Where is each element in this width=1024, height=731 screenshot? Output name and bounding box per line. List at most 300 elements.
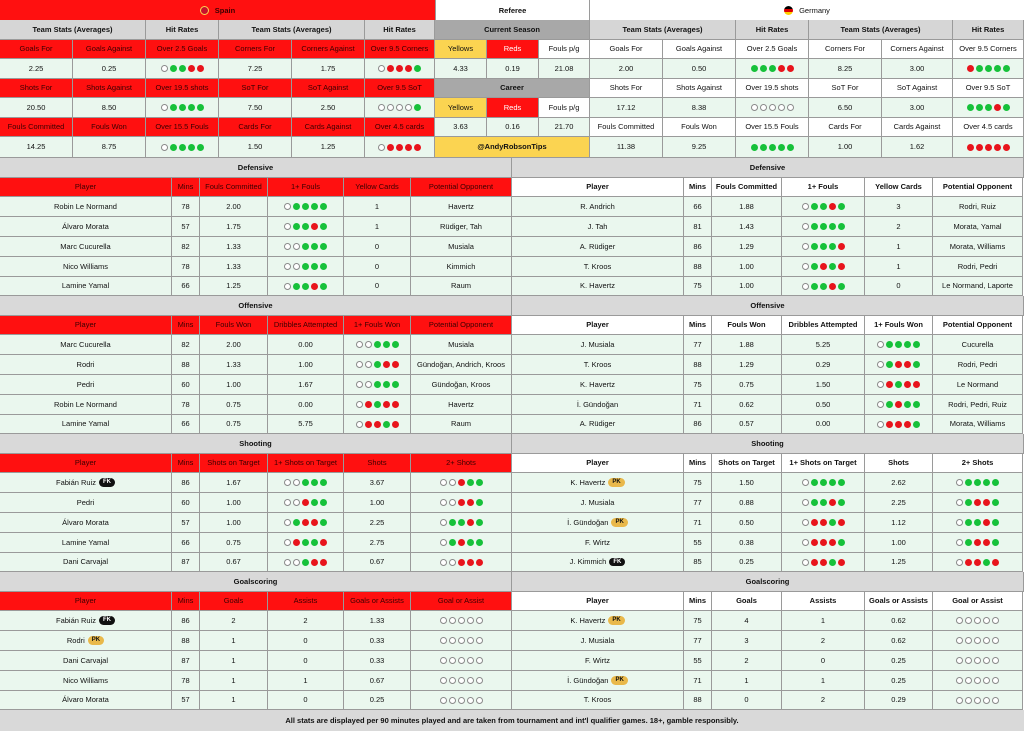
miss-dot-icon xyxy=(974,539,981,546)
empty-dot-icon xyxy=(284,559,291,566)
stat-cell: 1 xyxy=(200,631,268,651)
team-stats-header: Team Stats (Averages) xyxy=(590,20,736,40)
miss-dot-icon xyxy=(467,499,474,506)
stat-cell: 0 xyxy=(344,237,411,257)
hit-dot-icon xyxy=(811,223,818,230)
empty-dot-icon xyxy=(877,401,884,408)
pk-badge: PK xyxy=(611,676,627,684)
stat-cell: 1.75 xyxy=(200,217,268,237)
germany-goalscoring-table xyxy=(512,592,1024,710)
referee-value: 4.33 xyxy=(435,59,487,79)
empty-dot-icon xyxy=(293,559,300,566)
stat-value: 1.62 xyxy=(882,137,953,158)
miss-dot-icon xyxy=(886,381,893,388)
career-header: Career xyxy=(435,79,590,98)
stat-cell: 0.00 xyxy=(782,415,865,434)
referee-label-row xyxy=(435,40,590,59)
minutes-cell: 77 xyxy=(684,493,712,513)
stat-cell: 1 xyxy=(200,671,268,691)
stat-cell: 0 xyxy=(268,631,344,651)
stat-cell: 1 xyxy=(344,197,411,217)
minutes-cell: 66 xyxy=(172,533,200,553)
stat-cell: 1.00 xyxy=(712,257,782,277)
hit-rate-cell xyxy=(411,671,512,691)
referee-value: 21.08 xyxy=(539,59,590,79)
hit-rate-dots xyxy=(956,657,999,664)
empty-dot-icon xyxy=(365,361,372,368)
miss-dot-icon xyxy=(476,559,483,566)
hit-rate-cell xyxy=(268,197,344,217)
footer-disclaimer xyxy=(0,710,1024,731)
miss-dot-icon xyxy=(904,381,911,388)
hit-rate-cell xyxy=(268,277,344,296)
opponent-cell: Gündoğan, Kroos xyxy=(411,375,512,395)
empty-dot-icon xyxy=(956,519,963,526)
offensive-section-title: Offensive xyxy=(0,296,512,316)
hit-rate-cell xyxy=(933,611,1023,631)
minutes-cell: 77 xyxy=(684,335,712,355)
hit-rate-cell xyxy=(933,493,1023,513)
hit-rate-cell xyxy=(782,553,865,572)
stat-label: Over 4.5 cards xyxy=(953,118,1024,137)
empty-dot-icon xyxy=(769,104,776,111)
minutes-cell: 86 xyxy=(684,237,712,257)
hit-rate-dots xyxy=(284,243,327,250)
hit-dot-icon xyxy=(976,104,983,111)
empty-dot-icon xyxy=(877,361,884,368)
column-header: 1+ Fouls xyxy=(782,178,865,197)
minutes-cell: 60 xyxy=(172,375,200,395)
hit-dot-icon xyxy=(838,499,845,506)
stat-cell: 1 xyxy=(782,611,865,631)
referee-panel xyxy=(435,20,590,158)
miss-dot-icon xyxy=(983,499,990,506)
column-header: Player xyxy=(512,178,684,197)
stat-cell: 1.33 xyxy=(200,257,268,277)
player-name: Nico Williams xyxy=(63,675,108,685)
germany-team-stats xyxy=(590,20,1024,158)
empty-dot-icon xyxy=(161,144,168,151)
empty-dot-icon xyxy=(956,559,963,566)
minutes-cell: 88 xyxy=(172,631,200,651)
hit-rate-cell xyxy=(268,217,344,237)
miss-dot-icon xyxy=(904,421,911,428)
player-name: Lamine Yamal xyxy=(61,281,110,291)
empty-dot-icon xyxy=(760,104,767,111)
hit-rate-dots xyxy=(356,361,399,368)
stat-cell: 0.50 xyxy=(712,513,782,533)
hit-dot-icon xyxy=(811,479,818,486)
opponent-cell: Musiala xyxy=(411,335,512,355)
miss-dot-icon xyxy=(967,65,974,72)
player-name: Robin Le Normand xyxy=(54,399,117,409)
hit-rate-dots xyxy=(956,559,999,566)
empty-dot-icon xyxy=(802,243,809,250)
stat-cell: 1 xyxy=(268,671,344,691)
stat-cell: 1 xyxy=(344,217,411,237)
stat-cell: 2 xyxy=(268,611,344,631)
hit-rate-cell xyxy=(268,533,344,553)
team-stats-header: Hit Rates xyxy=(953,20,1024,40)
social-handle[interactable]: @AndyRobsonTips xyxy=(435,137,590,158)
empty-dot-icon xyxy=(467,617,474,624)
pk-badge: PK xyxy=(611,518,627,526)
empty-dot-icon xyxy=(161,104,168,111)
hit-rate-dots xyxy=(440,657,483,664)
miss-dot-icon xyxy=(458,559,465,566)
hit-rate-dots xyxy=(956,617,999,624)
empty-dot-icon xyxy=(467,677,474,684)
hit-dot-icon xyxy=(829,479,836,486)
player-name-cell xyxy=(512,473,684,493)
stat-cell: 1.88 xyxy=(712,197,782,217)
stat-cell: 0.62 xyxy=(865,631,933,651)
miss-dot-icon xyxy=(895,421,902,428)
player-name: İ. Gündoğan xyxy=(567,675,609,685)
player-name: Álvaro Morata xyxy=(62,695,109,705)
column-header: 1+ Fouls Won xyxy=(344,316,411,335)
column-header: Goal or Assist xyxy=(411,592,512,611)
hit-dot-icon xyxy=(838,223,845,230)
empty-dot-icon xyxy=(284,539,291,546)
player-name-cell xyxy=(512,335,684,355)
stat-cell: 0 xyxy=(712,691,782,710)
opponent-cell: Rodri, Pedri xyxy=(933,355,1023,375)
stat-label: Over 9.5 Corners xyxy=(365,40,435,59)
hit-dot-icon xyxy=(829,223,836,230)
stat-cell: 1.88 xyxy=(712,335,782,355)
hit-dot-icon xyxy=(965,499,972,506)
minutes-cell: 87 xyxy=(172,651,200,671)
yellows-label: Yellows xyxy=(435,98,487,118)
hit-rate-dots xyxy=(751,65,794,72)
column-header: Mins xyxy=(172,316,200,335)
column-header: Yellow Cards xyxy=(865,178,933,197)
hit-dot-icon xyxy=(820,499,827,506)
hit-dot-icon xyxy=(476,519,483,526)
hit-rate-dots xyxy=(284,499,327,506)
handle-row xyxy=(435,137,590,158)
stat-cell: 1 xyxy=(782,671,865,691)
hit-rate-cell xyxy=(933,513,1023,533)
column-header: Player xyxy=(512,592,684,611)
opponent-cell: Le Normand, Laporte xyxy=(933,277,1023,296)
hit-rate-cell xyxy=(411,631,512,651)
column-header: 2+ Shots xyxy=(411,454,512,473)
hit-rate-dots xyxy=(751,104,794,111)
stat-cell: 0.57 xyxy=(712,415,782,434)
hit-dot-icon xyxy=(769,65,776,72)
empty-dot-icon xyxy=(458,697,465,704)
stat-cell: 1.67 xyxy=(200,473,268,493)
hit-dot-icon xyxy=(820,203,827,210)
player-name-cell xyxy=(0,553,172,572)
player-name: F. Wirtz xyxy=(585,655,610,665)
stat-cell: 1.00 xyxy=(268,355,344,375)
stat-cell: 0.25 xyxy=(865,671,933,691)
hit-rate-cell xyxy=(782,217,865,237)
hit-rate-cell xyxy=(268,257,344,277)
hit-rate-dots xyxy=(877,341,920,348)
hit-dot-icon xyxy=(967,104,974,111)
player-name: Fabián Ruiz xyxy=(55,477,97,487)
spain-team-name: Spain xyxy=(214,5,236,15)
stat-label: SoT For xyxy=(809,79,882,98)
hit-dot-icon xyxy=(769,144,776,151)
column-header: Player xyxy=(0,316,172,335)
opponent-cell: Havertz xyxy=(411,197,512,217)
miss-dot-icon xyxy=(994,144,1001,151)
player-name-cell xyxy=(0,651,172,671)
stat-value: 7.50 xyxy=(219,98,292,118)
hit-rate-dots xyxy=(802,539,845,546)
stat-value: 2.25 xyxy=(0,59,73,79)
player-name: K. Havertz xyxy=(570,477,606,487)
empty-dot-icon xyxy=(440,539,447,546)
minutes-cell: 78 xyxy=(172,671,200,691)
hit-rate-dots xyxy=(356,421,399,428)
shooting-section-title: Shooting xyxy=(512,434,1024,454)
player-name-cell xyxy=(512,277,684,296)
hit-rate-cell xyxy=(344,355,411,375)
miss-dot-icon xyxy=(886,421,893,428)
stat-label: Shots Against xyxy=(73,79,146,98)
hit-rate-cell xyxy=(411,473,512,493)
hit-rate-cell xyxy=(782,257,865,277)
referee-current-values xyxy=(435,59,590,79)
stat-value: 6.50 xyxy=(809,98,882,118)
player-name-cell xyxy=(0,217,172,237)
hit-rate-dots xyxy=(378,144,421,151)
hit-dot-icon xyxy=(820,479,827,486)
empty-dot-icon xyxy=(965,617,972,624)
player-name: T. Kroos xyxy=(583,261,612,271)
hit-rate-cell xyxy=(933,671,1023,691)
hit-dot-icon xyxy=(311,539,318,546)
hit-rate-dots xyxy=(802,243,845,250)
hit-rate-cell xyxy=(782,513,865,533)
stat-cell: 0.38 xyxy=(712,533,782,553)
hit-rate-cell xyxy=(344,375,411,395)
hit-dot-icon xyxy=(311,203,318,210)
empty-dot-icon xyxy=(449,479,456,486)
minutes-cell: 57 xyxy=(172,513,200,533)
pk-badge: PK xyxy=(88,636,104,644)
empty-dot-icon xyxy=(284,519,291,526)
miss-dot-icon xyxy=(811,539,818,546)
empty-dot-icon xyxy=(449,559,456,566)
opponent-cell: Morata, Williams xyxy=(933,237,1023,257)
empty-dot-icon xyxy=(974,617,981,624)
empty-dot-icon xyxy=(396,104,403,111)
miss-dot-icon xyxy=(302,519,309,526)
miss-dot-icon xyxy=(838,243,845,250)
hit-dot-icon xyxy=(188,144,195,151)
player-name: Rodri xyxy=(76,359,95,369)
empty-dot-icon xyxy=(956,479,963,486)
minutes-cell: 82 xyxy=(172,237,200,257)
hit-rate-dots xyxy=(440,519,483,526)
hit-dot-icon xyxy=(311,479,318,486)
stat-cell: 4 xyxy=(712,611,782,631)
miss-dot-icon xyxy=(820,519,827,526)
stat-label: Fouls Won xyxy=(73,118,146,137)
hit-dot-icon xyxy=(302,223,309,230)
stat-label: Over 19.5 shots xyxy=(146,79,219,98)
player-name-cell xyxy=(0,631,172,651)
fouls-label: Fouls p/g xyxy=(539,98,590,118)
player-name: Dani Carvajal xyxy=(62,557,109,567)
miss-dot-icon xyxy=(383,401,390,408)
empty-dot-icon xyxy=(440,499,447,506)
miss-dot-icon xyxy=(904,361,911,368)
hit-dot-icon xyxy=(392,341,399,348)
stat-value xyxy=(953,137,1024,158)
hit-rate-dots xyxy=(956,637,999,644)
hit-dot-icon xyxy=(1003,104,1010,111)
hit-rate-cell xyxy=(865,375,933,395)
stat-value xyxy=(736,59,809,79)
empty-dot-icon xyxy=(476,657,483,664)
stat-value: 8.38 xyxy=(663,98,736,118)
empty-dot-icon xyxy=(405,104,412,111)
empty-dot-icon xyxy=(476,697,483,704)
stat-cell: 0.75 xyxy=(200,533,268,553)
hit-rate-cell xyxy=(411,651,512,671)
empty-dot-icon xyxy=(293,499,300,506)
stat-cell: 0.75 xyxy=(200,415,268,434)
minutes-cell: 81 xyxy=(684,217,712,237)
germany-title-bar xyxy=(590,0,1024,20)
column-header: Potential Opponent xyxy=(411,178,512,197)
hit-rate-cell xyxy=(933,473,1023,493)
stat-cell: 1.67 xyxy=(268,375,344,395)
player-name-cell xyxy=(0,473,172,493)
defensive-section-title: Defensive xyxy=(0,158,512,178)
hit-dot-icon xyxy=(760,65,767,72)
stat-cell: 3 xyxy=(712,631,782,651)
footer-text: All stats are displayed per 90 minutes played and are taken from tournament and int'l qualifier games. 18+, gamble responsibly. xyxy=(285,716,739,725)
hit-rate-cell xyxy=(344,335,411,355)
stat-value xyxy=(146,98,219,118)
germany-defensive-table xyxy=(512,178,1024,296)
minutes-cell: 88 xyxy=(684,355,712,375)
minutes-cell: 71 xyxy=(684,513,712,533)
player-name-cell xyxy=(0,691,172,710)
hit-dot-icon xyxy=(820,283,827,290)
hit-dot-icon xyxy=(179,104,186,111)
current-season-header: Current Season xyxy=(435,20,590,40)
player-name: Dani Carvajal xyxy=(62,655,109,665)
team-stats-header: Hit Rates xyxy=(146,20,219,40)
empty-dot-icon xyxy=(387,104,394,111)
stat-label: Over 19.5 shots xyxy=(736,79,809,98)
stat-label: Corners For xyxy=(809,40,882,59)
column-header: Mins xyxy=(172,454,200,473)
minutes-cell: 60 xyxy=(172,493,200,513)
miss-dot-icon xyxy=(392,401,399,408)
stat-cell: 2 xyxy=(712,651,782,671)
referee-value: 0.16 xyxy=(487,118,539,137)
offensive-section-title: Offensive xyxy=(512,296,1024,316)
hit-dot-icon xyxy=(320,203,327,210)
fk-badge: FK xyxy=(609,558,625,566)
spain-offensive-table xyxy=(0,316,512,434)
empty-dot-icon xyxy=(440,677,447,684)
referee-value: 3.63 xyxy=(435,118,487,137)
empty-dot-icon xyxy=(956,617,963,624)
stat-cell: 0.75 xyxy=(200,395,268,415)
minutes-cell: 75 xyxy=(684,611,712,631)
hit-rate-cell xyxy=(865,335,933,355)
hit-rate-dots xyxy=(161,104,204,111)
team-stats-header: Hit Rates xyxy=(365,20,435,40)
empty-dot-icon xyxy=(365,381,372,388)
stat-value: 8.25 xyxy=(809,59,882,79)
miss-dot-icon xyxy=(811,519,818,526)
column-header: 2+ Shots xyxy=(933,454,1023,473)
hit-rate-cell xyxy=(411,691,512,710)
empty-dot-icon xyxy=(965,677,972,684)
opponent-cell: Raum xyxy=(411,415,512,434)
hit-dot-icon xyxy=(320,479,327,486)
player-name: Marc Cucurella xyxy=(60,339,111,349)
minutes-cell: 75 xyxy=(684,473,712,493)
hit-dot-icon xyxy=(311,243,318,250)
empty-dot-icon xyxy=(467,637,474,644)
yellows-label: Yellows xyxy=(435,40,487,59)
player-name: İ. Gündoğan xyxy=(567,517,609,527)
stat-label: Cards For xyxy=(219,118,292,137)
stat-cell: 1.00 xyxy=(344,493,411,513)
empty-dot-icon xyxy=(877,381,884,388)
empty-dot-icon xyxy=(449,697,456,704)
stat-cell: 0 xyxy=(344,257,411,277)
stat-value xyxy=(736,137,809,158)
miss-dot-icon xyxy=(383,361,390,368)
stat-cell: 2.00 xyxy=(200,335,268,355)
hit-rate-cell xyxy=(411,513,512,533)
player-name-cell xyxy=(0,355,172,375)
stat-cell: 1.00 xyxy=(200,375,268,395)
hit-dot-icon xyxy=(476,539,483,546)
empty-dot-icon xyxy=(356,341,363,348)
hit-dot-icon xyxy=(838,479,845,486)
hit-dot-icon xyxy=(302,243,309,250)
hit-rate-dots xyxy=(967,104,1010,111)
hit-rate-cell xyxy=(933,533,1023,553)
minutes-cell: 78 xyxy=(172,197,200,217)
stat-cell: 0 xyxy=(782,651,865,671)
stat-label: Goals Against xyxy=(73,40,146,59)
player-name-cell xyxy=(0,493,172,513)
hit-rate-cell xyxy=(782,533,865,553)
spain-flag-icon xyxy=(200,6,209,15)
empty-dot-icon xyxy=(992,677,999,684)
stat-cell: 2.62 xyxy=(865,473,933,493)
player-name-cell xyxy=(512,513,684,533)
hit-dot-icon xyxy=(913,361,920,368)
stat-label: Corners For xyxy=(219,40,292,59)
hit-dot-icon xyxy=(976,65,983,72)
player-name: Rodri xyxy=(66,635,85,645)
empty-dot-icon xyxy=(458,617,465,624)
minutes-cell: 55 xyxy=(684,533,712,553)
minutes-cell: 55 xyxy=(684,651,712,671)
empty-dot-icon xyxy=(284,243,291,250)
hit-dot-icon xyxy=(820,243,827,250)
hit-dot-icon xyxy=(811,203,818,210)
